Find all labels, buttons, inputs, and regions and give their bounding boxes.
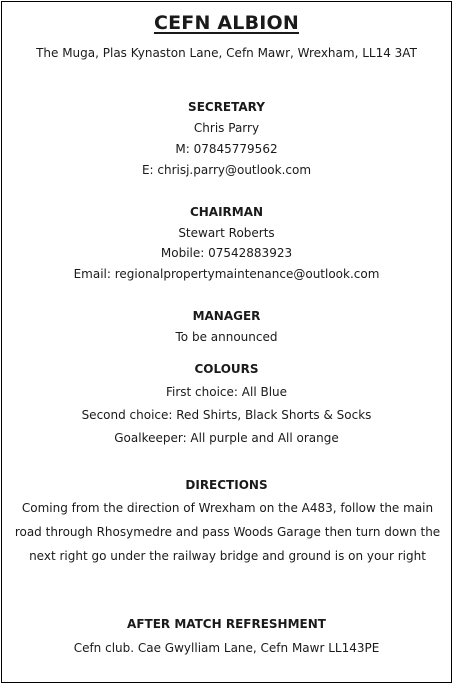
chairman-name: Stewart Roberts [178, 226, 275, 240]
chairman-mobile: Mobile: 07542883923 [160, 246, 293, 260]
chairman-email: Email: regionalpropertymaintenance@outlook.com [73, 267, 380, 281]
chairman-heading: CHAIRMAN [189, 205, 264, 219]
secretary-heading: SECRETARY [188, 100, 265, 114]
colours-goalkeeper: Goalkeeper: All purple and All orange [114, 431, 339, 445]
colours-second-choice: Second choice: Red Shirts, Black Shorts & Socks [81, 408, 372, 422]
club-info-card [1, 1, 452, 683]
colours-heading: COLOURS [194, 362, 259, 376]
club-address: The Muga, Plas Kynaston Lane, Cefn Mawr, Wrexham, LL14 3AT [36, 46, 417, 60]
colours-first-choice: First choice: All Blue [165, 385, 288, 399]
manager-name: To be announced [175, 330, 278, 344]
manager-heading: MANAGER [192, 309, 261, 323]
secretary-email: E: chrisj.parry@outlook.com [141, 163, 312, 177]
club-name: CEFN ALBION [153, 12, 300, 34]
secretary-name: Chris Parry [193, 121, 260, 135]
refreshment-text: Cefn club. Cae Gwylliam Lane, Cefn Mawr LL143PE [73, 641, 380, 655]
directions-text: Coming from the direction of Wrexham on the A483, follow the main road through Rhosymedre and pass Woods Garage then turn down the next right go under the railway bridge and ground is on your right [14, 501, 441, 563]
directions-heading: DIRECTIONS [185, 478, 268, 492]
secretary-mobile: M: 07845779562 [175, 142, 278, 156]
refreshment-heading: AFTER MATCH REFRESHMENT [127, 617, 326, 631]
